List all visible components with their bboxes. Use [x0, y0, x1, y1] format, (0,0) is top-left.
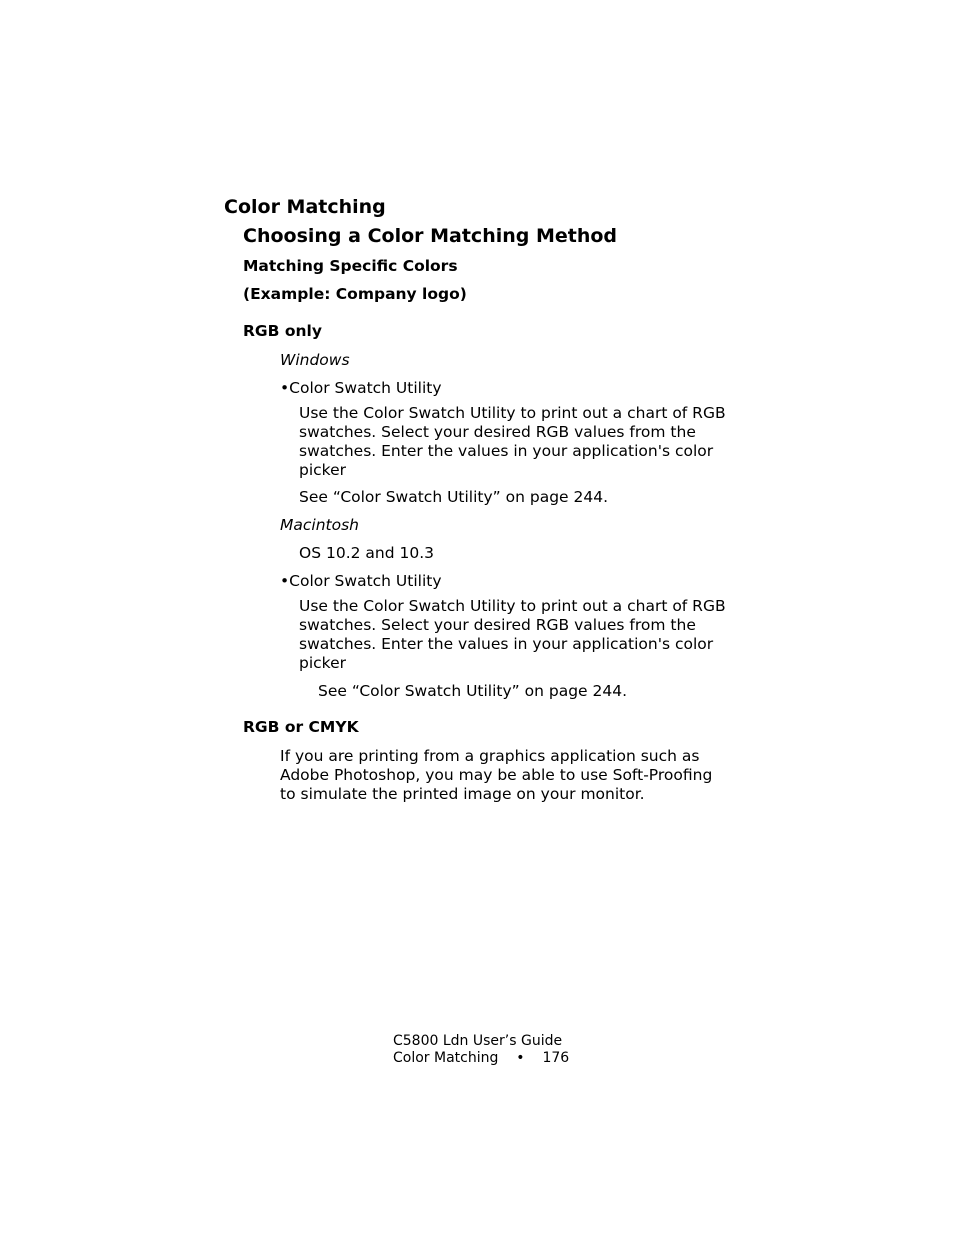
macintosh-os-version: OS 10.2 and 10.3 [299, 544, 435, 562]
rgb-only-heading: RGB only [243, 322, 322, 340]
windows-see-reference[interactable]: See “Color Swatch Utility” on page 244. [299, 488, 609, 506]
macintosh-bullet-item [280, 572, 442, 591]
footer-section: Color Matching [393, 1050, 499, 1066]
topic-title: Matching Specific Colors [243, 257, 458, 275]
bullet-icon: • [280, 572, 290, 590]
rgb-or-cmyk-heading: RGB or CMYK [243, 718, 359, 736]
rgb-or-cmyk-body: If you are printing from a graphics application such as Adobe Photoshop, you may be able to use Soft-Proofing to simulate the printed image on your monitor. [280, 747, 713, 803]
subsection-title: Choosing a Color Matching Method [243, 225, 618, 247]
windows-label: Windows [280, 351, 350, 369]
macintosh-label: Macintosh [280, 516, 359, 534]
section-title: Color Matching [224, 196, 386, 218]
footer-page-line [393, 1050, 569, 1068]
windows-bullet-label: Color Swatch Utility [289, 379, 442, 397]
footer-guide-title: C5800 Ldn User’s Guide [393, 1033, 563, 1049]
footer-separator: • [516, 1050, 525, 1066]
macintosh-see-reference[interactable]: See “Color Swatch Utility” on page 244. [318, 682, 628, 700]
topic-example: (Example: Company logo) [243, 285, 467, 303]
macintosh-bullet-label: Color Swatch Utility [289, 572, 442, 590]
macintosh-body: Use the Color Swatch Utility to print out a chart of RGB swatches. Select your desired RGB values from the swatches. Enter the values in your application's color picker [299, 597, 726, 672]
windows-body: Use the Color Swatch Utility to print out a chart of RGB swatches. Select your desired RGB values from the swatches. Enter the values in your application's color picker [299, 404, 726, 479]
windows-bullet-item [280, 379, 442, 398]
footer-page-number: 176 [542, 1050, 570, 1066]
bullet-icon: • [280, 379, 290, 397]
